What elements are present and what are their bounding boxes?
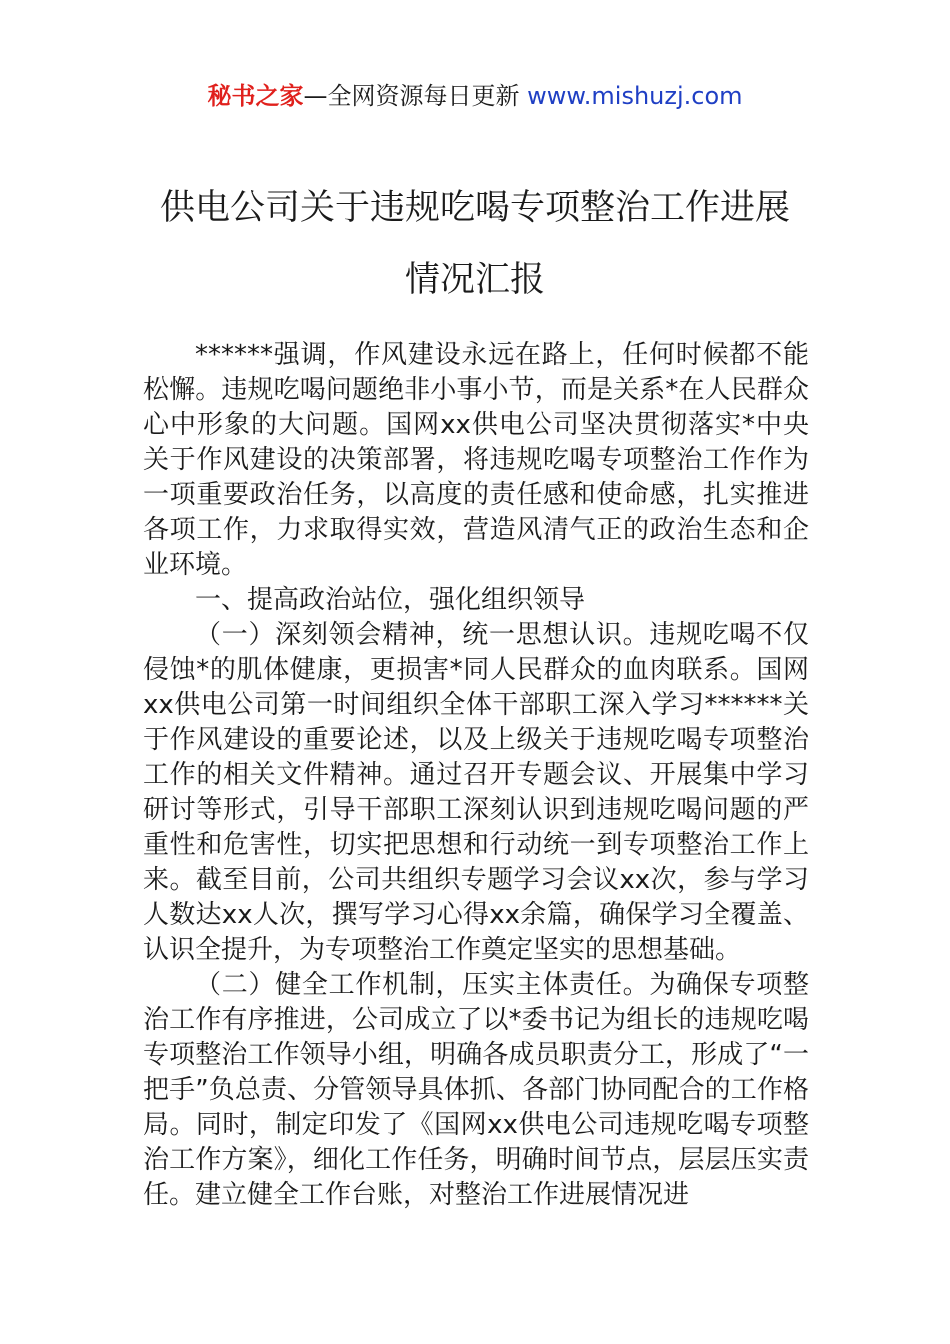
site-url-link[interactable]: www.mishuzj.com — [527, 82, 743, 110]
title-line-1: 供电公司关于违规吃喝专项整治工作进展 — [159, 188, 790, 228]
document-title — [0, 172, 950, 316]
body-paragraph: （一）深刻领会精神，统一思想认识。违规吃喝不仅侵蚀*的肌体健康，更损害*同人民群众的血肉联系。国网xx供电公司第一时间组织全体干部职工深入学习******关于作风建设的重要论述，以及上级关于违规吃喝专项整治工作的相关文件精神。通过召开专题会议、开展集中学习研讨等形式，引导干部职工深刻认识到违规吃喝问题的严重性和危害性，切实把思想和行动统一到专项整治工作上来。截至目前，公司共组织专题学习会议xx次，参与学习人数达xx人次，撰写学习心得xx余篇，确保学习全覆盖、认识全提升，为专项整治工作奠定坚实的思想基础。 — [143, 620, 809, 965]
section-heading: 一、提高政治站位，强化组织领导 — [195, 585, 586, 615]
intro-paragraph: ******强调，作风建设永远在路上，任何时候都不能松懈。违规吃喝问题绝非小事小节，而是关系*在人民群众心中形象的大问题。国网xx供电公司坚决贯彻落实*中央关于作风建设的决策部署，将违规吃喝专项整治工作作为一项重要政治任务，以高度的责任感和使命感，扎实推进各项工作，力求取得实效，营造风清气正的政治生态和企业环境。 — [143, 340, 809, 580]
title-line-2: 情况汇报 — [404, 260, 545, 300]
document-body — [143, 338, 809, 1213]
site-header — [0, 80, 950, 112]
site-tagline: —全网资源每日更新 — [303, 82, 528, 110]
site-brand: 秘书之家 — [207, 82, 304, 110]
body-paragraph: （二）健全工作机制，压实主体责任。为确保专项整治工作有序推进，公司成立了以*委书记为组长的违规吃喝专项整治工作领导小组，明确各成员职责分工，形成了“一把手”负总责、分管领导具体抓、各部门协同配合的工作格局。同时，制定印发了《国网xx供电公司违规吃喝专项整治工作方案》，细化工作任务，明确时间节点，层层压实责任。建立健全工作台账，对整治工作进展情况进 — [143, 970, 809, 1210]
